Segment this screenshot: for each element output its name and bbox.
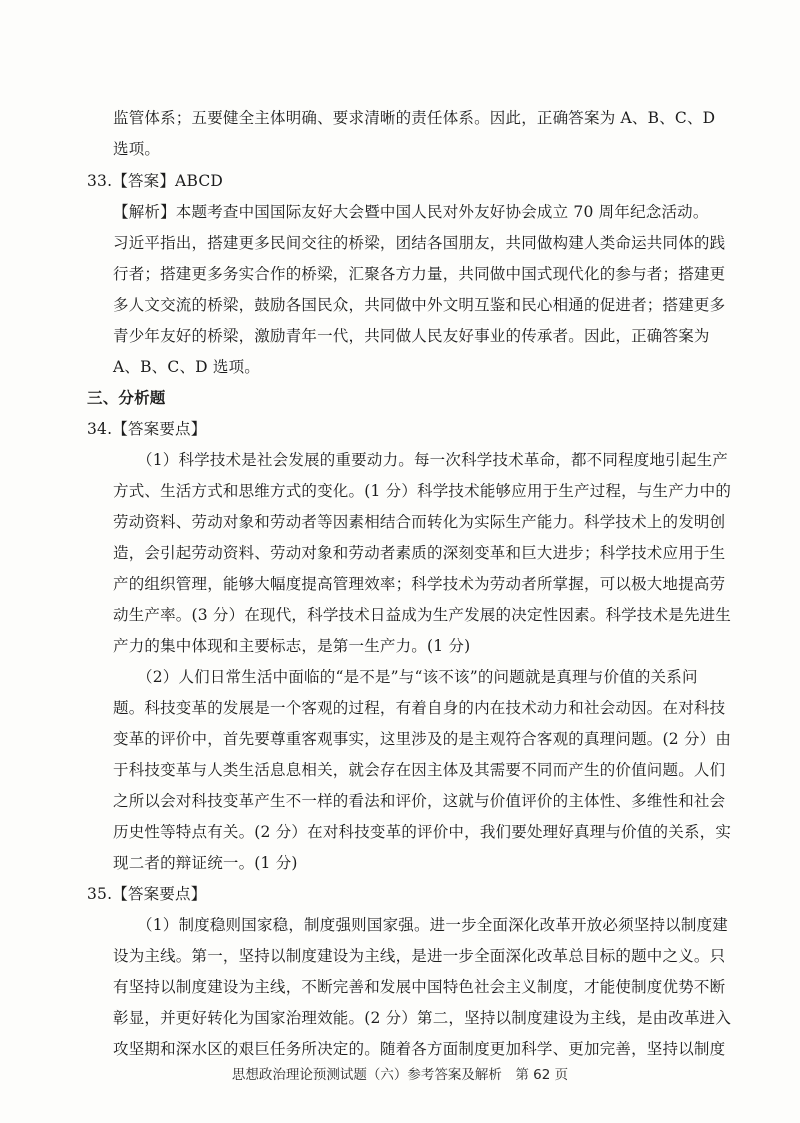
section-heading: 三、分析题 xyxy=(87,389,166,407)
page-footer: 思想政治理论预测试题（六）参考答案及解析 第 62 页 xyxy=(231,1067,569,1083)
text-line: 现二者的辩证统一。(1 分) xyxy=(113,854,298,872)
question-33-answer: 33.【答案】ABCD xyxy=(87,172,224,190)
text-line: 行者；搭建更多务实合作的桥梁，汇聚各方力量，共同做中国式现代化的参与者；搭建更 xyxy=(113,265,726,283)
text-line: 之所以会对科技变革产生不一样的看法和评价，这就与价值评价的主体性、多维性和社会 xyxy=(113,792,726,810)
text-line: 选项。 xyxy=(113,140,161,158)
text-line: 攻坚期和深水区的艰巨任务所决定的。随着各方面制度更加科学、更加完善，坚持以制度 xyxy=(113,1040,726,1058)
text-line: 产力的集中体现和主要标志，是第一生产力。(1 分) xyxy=(113,637,471,655)
text-line: （1）科学技术是社会发展的重要动力。每一次科学技术革命，都不同程度地引起生产 xyxy=(137,451,728,469)
text-line: 设为主线。第一，坚持以制度建设为主线，是进一步全面深化改革总目标的题中之义。只 xyxy=(113,947,726,965)
text-line: A、B、C、D 选项。 xyxy=(113,358,260,376)
text-line: （2）人们日常生活中面临的“是不是”与“该不该”的问题就是真理与价值的关系问 xyxy=(137,668,698,686)
text-line: 【解析】本题考查中国国际友好大会暨中国人民对外友好协会成立 70 周年纪念活动。 xyxy=(113,203,709,221)
text-line: 习近平指出，搭建更多民间交往的桥梁，团结各国朋友，共同做构建人类命运共同体的践 xyxy=(113,234,726,252)
text-line: 产的组织管理，能够大幅度提高管理效率；科学技术为劳动者所掌握，可以极大地提高劳 xyxy=(113,575,726,593)
text-line: 于科技变革与人类生活息息相关，就会存在因主体及其需要不同而产生的价值问题。人们 xyxy=(113,761,726,779)
text-line: 题。科技变革的发展是一个客观的过程，有着自身的内在技术动力和社会动因。在对科技 xyxy=(113,699,726,717)
text-line: 造，会引起劳动资料、劳动对象和劳动者素质的深刻变革和巨大进步；科学技术应用于生 xyxy=(113,544,726,562)
question-35-heading: 35.【答案要点】 xyxy=(87,885,207,903)
text-line: 有坚持以制度建设为主线，不断完善和发展中国特色社会主义制度，才能使制度优势不断 xyxy=(113,978,726,996)
text-line: （1）制度稳则国家稳，制度强则国家强。进一步全面深化改革开放必须坚持以制度建 xyxy=(137,916,728,934)
text-line: 劳动资料、劳动对象和劳动者等因素相结合而转化为实际生产能力。科学技术上的发明创 xyxy=(113,513,726,531)
text-line: 监管体系；五要健全主体明确、要求清晰的责任体系。因此，正确答案为 A、B、C、D xyxy=(113,109,716,127)
text-line: 多人文交流的桥梁，鼓励各国民众，共同做中外文明互鉴和民心相通的促进者；搭建更多 xyxy=(113,296,726,314)
text-line: 历史性等特点有关。(2 分）在对科技变革的评价中，我们要处理好真理与价值的关系，实 xyxy=(113,823,732,841)
question-34-heading: 34.【答案要点】 xyxy=(87,420,207,438)
text-line: 青少年友好的桥梁，激励青年一代，共同做人民友好事业的传承者。因此，正确答案为 xyxy=(113,327,710,345)
text-line: 彰显，并更好转化为国家治理效能。(2 分）第二，坚持以制度建设为主线，是由改革进入 xyxy=(113,1009,732,1027)
text-line: 变革的评价中，首先要尊重客观事实，这里涉及的是主观符合客观的真理问题。(2 分）由 xyxy=(113,730,732,748)
text-line: 方式、生活方式和思维方式的变化。(1 分）科学技术能够应用于生产过程，与生产力中的 xyxy=(113,482,732,500)
text-line: 动生产率。(3 分）在现代，科学技术日益成为生产发展的决定性因素。科学技术是先进生 xyxy=(113,606,732,624)
